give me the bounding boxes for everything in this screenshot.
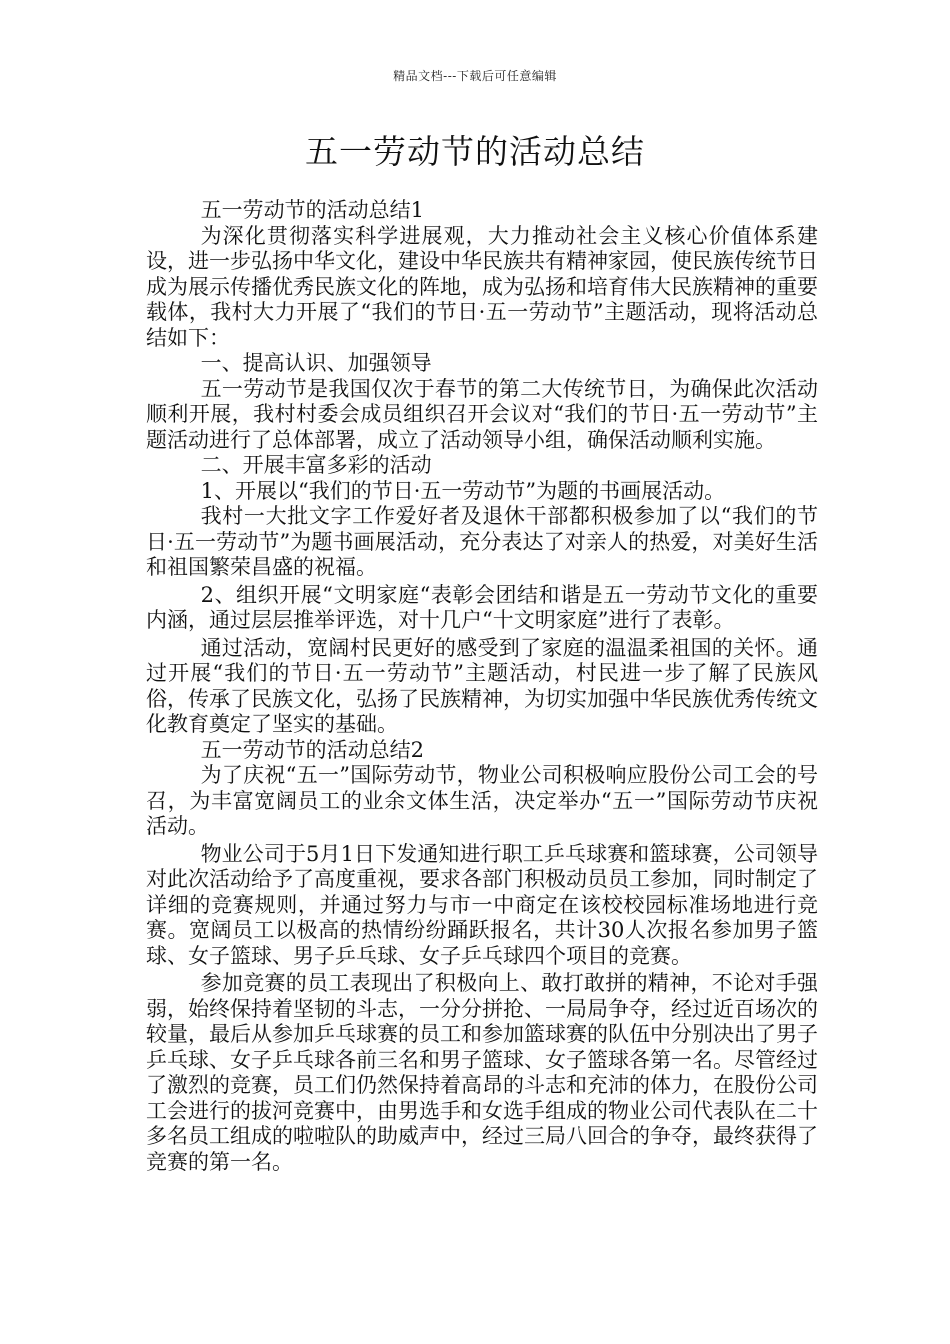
paragraph: 我村一大批文字工作爱好者及退休干部都积极参加了以“我们的节日·五一劳动节”为题书画展活动，充分表达了对亲人的热爱，对美好生活和祖国繁荣昌盛的祝福。: [146, 504, 818, 579]
header-note: 精品文档---下载后可任意编辑: [393, 69, 557, 83]
document-title: 五一劳动节的活动总结: [305, 132, 645, 171]
paragraph: 物业公司于5月1日下发通知进行职工乒乓球赛和篮球赛，公司领导对此次活动给予了高度重视，要求各部门积极动员员工参加，同时制定了详细的竞赛规则，并通过努力与市一中商定在该校校园标准场地进行竞赛。宽阔员工以极高的热情纷纷踊跃报名，共计30人次报名参加男子篮球、女子篮球、男子乒乓球、女子乒乓球四个项目的竞赛。: [146, 841, 818, 968]
subheading-1: 一、提高认识、加强领导: [200, 351, 432, 375]
subheading-2: 二、开展丰富多彩的活动: [200, 453, 432, 477]
section-heading-1: 五一劳动节的活动总结1: [200, 198, 424, 222]
document-body: [146, 198, 818, 1175]
paragraph: 五一劳动节是我国仅次于春节的第二大传统节日，为确保此次活动顺利开展，我村村委会成员组织召开会议对“我们的节日·五一劳动节”主题活动进行了总体部署，成立了活动领导小组，确保活动顺利实施。: [146, 376, 818, 452]
paragraph: 2、组织开展“文明家庭“表彰会团结和谐是五一劳动节文化的重要内涵，通过层层推举评选，对十几户“十文明家庭”进行了表彰。: [146, 582, 818, 632]
paragraph: 为了庆祝“五一”国际劳动节，物业公司积极响应股份公司工会的号召，为丰富宽阔员工的业余文体生活，决定举办“五一”国际劳动节庆祝活动。: [146, 763, 818, 838]
paragraph: 参加竞赛的员工表现出了积极向上、敢打敢拼的精神，不论对手强弱，始终保持着坚韧的斗志，一分分拼抢、一局局争夺，经过近百场次的较量，最后从参加乒乓球赛的员工和参加篮球赛的队伍中分别决出了男子乒乓球、女子乒乓球各前三名和男子篮球、女子篮球各第一名。尽管经过了激烈的竞赛，员工们仍然保持着高昂的斗志和充沛的体力，在股份公司工会进行的拔河竞赛中，由男选手和女选手组成的物业公司代表队在二十多名员工组成的啦啦队的助威声中，经过三局八回合的争夺，最终获得了竞赛的第一名。: [146, 971, 818, 1174]
section-heading-2: 五一劳动节的活动总结2: [200, 737, 424, 762]
paragraph: 1、开展以“我们的节日·五一劳动节”为题的书画展活动。: [200, 478, 726, 503]
paragraph: 通过活动，宽阔村民更好的感受到了家庭的温温柔祖国的关怀。通过开展“我们的节日·五一劳动节”主题活动，村民进一步了解了民族风俗，传承了民族文化，弘扬了民族精神，为切实加强中华民族优秀传统文化教育奠定了坚实的基础。: [146, 635, 818, 736]
paragraph: 为深化贯彻落实科学进展观，大力推动社会主义核心价值体系建设，进一步弘扬中华文化，建设中华民族共有精神家园，使民族传统节日成为展示传播优秀民族文化的阵地，成为弘扬和培育伟大民族精神的重要载体，我村大力开展了“我们的节日·五一劳动节”主题活动，现将活动总结如下：: [146, 223, 818, 350]
